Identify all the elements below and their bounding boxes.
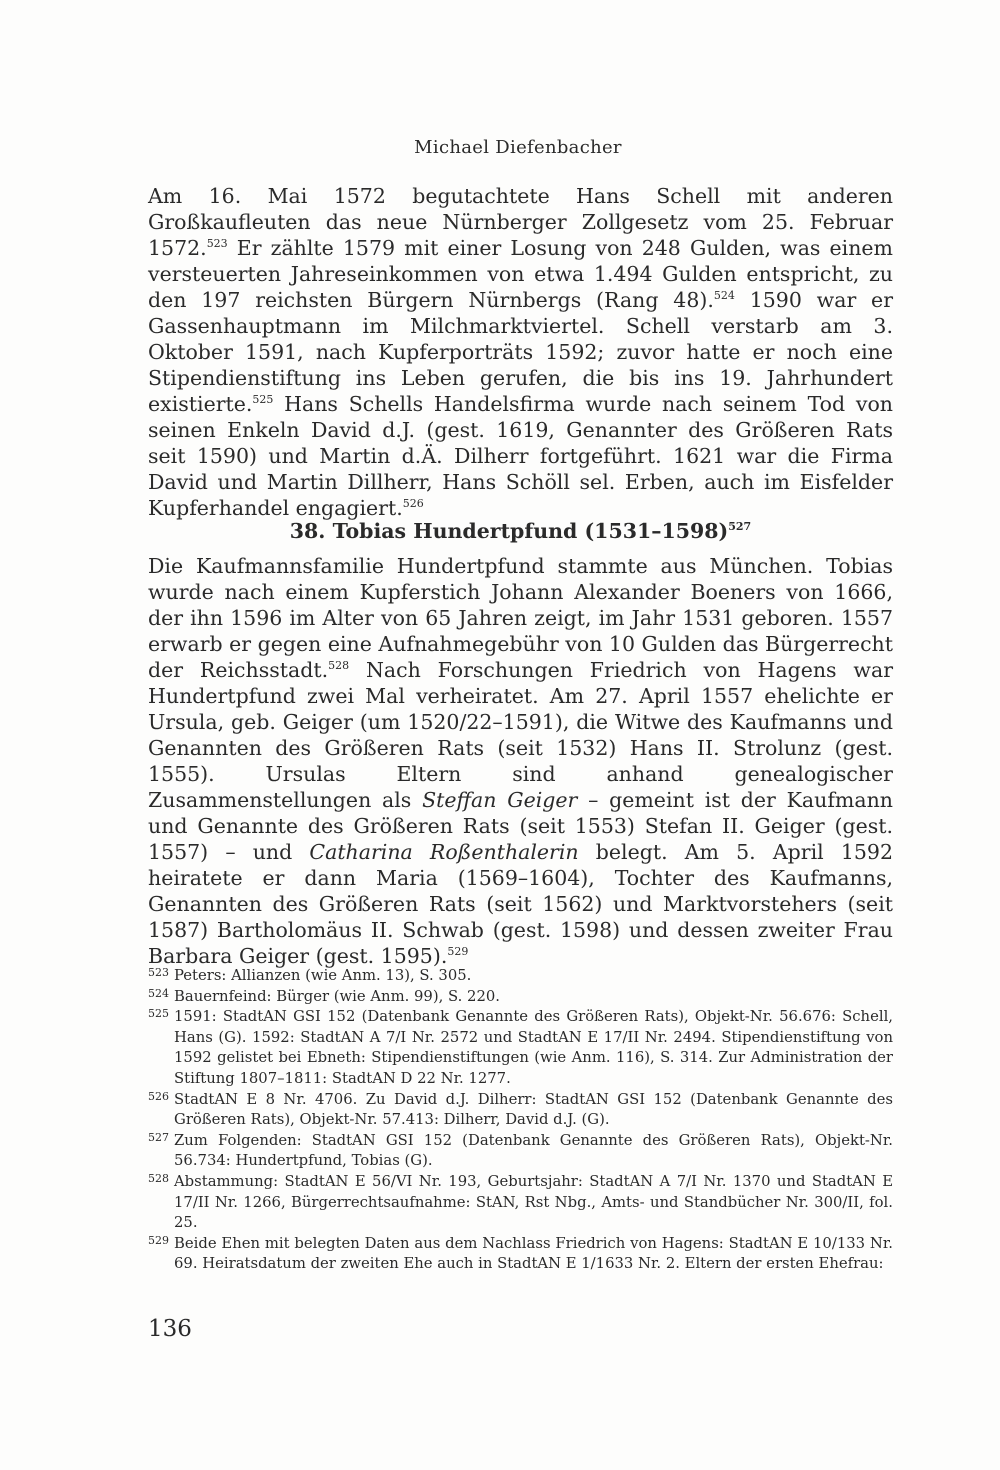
footnote-text: StadtAN E 8 Nr. 4706. Zu David d.J. Dilherr: StadtAN GSI 152 (Datenbank Genannte des Größeren Rats), Objekt-Nr. 57.413: Dilherr, David d.J. (G). <box>174 1090 893 1129</box>
footnote-ref[interactable]: 523 <box>206 237 228 251</box>
footnote-text: Abstammung: StadtAN E 56/VI Nr. 193, Geburtsjahr: StadtAN A 7/I Nr. 1370 und StadtAN E 17/II Nr. 1266, Bürgerrechtsaufnahme: StAN, Rst Nbg., Amts- und Standbücher Nr. 300/II, fol. 25. <box>174 1172 893 1232</box>
footnote <box>148 1007 893 1089</box>
text-run: 1590 war er Gassenhauptmann im Milchmarktviertel. Schell verstarb am 3. Oktober 1591, nach Kupferporträts 1592; zuvor hatte er noch eine Stipendienstiftung ins Leben gerufen, die bis ins 19. Jahrhundert existierte. <box>148 288 893 416</box>
footnote-ref[interactable]: 528 <box>328 659 350 673</box>
footnote-number: 529 <box>148 1233 169 1247</box>
footnote-number: 526 <box>148 1089 169 1103</box>
footnote <box>148 1131 893 1172</box>
paragraph-hundertpfund <box>148 553 893 969</box>
footnote-text: Beide Ehen mit belegten Daten aus dem Nachlass Friedrich von Hagens: StadtAN E 10/133 Nr. 69. Heiratsdatum der zweiten Ehe auch in StadtAN E 1/1633 Nr. 2. Eltern der ersten Ehefrau: <box>174 1234 893 1273</box>
italic-name: Catharina Roßenthalerin <box>309 840 579 864</box>
italic-name: Steffan Geiger <box>422 788 578 812</box>
footnote-ref[interactable]: 524 <box>713 289 735 303</box>
footnote-ref[interactable]: 527 <box>728 520 752 534</box>
page-number: 136 <box>148 1316 192 1342</box>
text-run: Nach Forschungen Friedrich von Hagens war Hundertpfund zwei Mal verheiratet. Am 27. April 1557 ehelichte er Ursula, geb. Geiger (um 1520/22–1591), die Witwe des Kaufmanns und Genannten des Größeren Rats (seit 1532) Hans II. Strolunz (gest. 1555). Ursulas Eltern sind anhand genealogischer Zusammenstellungen als <box>148 658 893 812</box>
footnote <box>148 987 893 1008</box>
heading-text: 38. Tobias Hundertpfund (1531–1598) <box>289 519 729 543</box>
paragraph-schell <box>148 183 893 521</box>
footnote <box>148 1172 893 1234</box>
footnote-ref[interactable]: 529 <box>447 945 469 959</box>
footnote-number: 523 <box>148 966 169 979</box>
footnote-text: Zum Folgenden: StadtAN GSI 152 (Datenbank Genannte des Größeren Rats), Objekt-Nr. 56.734: Hundertpfund, Tobias (G). <box>174 1131 893 1170</box>
footnote <box>148 966 893 987</box>
text-run: – gemeint ist der Kaufmann und Genannte des Größeren Rats (seit 1553) Stefan II. Geiger (gest. 1557) – und <box>148 788 893 864</box>
running-header: Michael Diefenbacher <box>414 137 622 158</box>
footnote <box>148 1090 893 1131</box>
footnote-number: 524 <box>148 986 169 1000</box>
footnote-number: 527 <box>148 1130 169 1144</box>
text-run: Am 16. Mai 1572 begutachtete Hans Schell mit anderen Großkaufleuten das neue Nürnberger Zollgesetz vom 25. Februar 1572. <box>148 184 893 260</box>
section-heading <box>148 519 893 543</box>
text-run: belegt. Am 5. April 1592 heiratete er dann Maria (1569–1604), Tochter des Kaufmanns, Genannten des Größeren Rats (seit 1562) und Marktvorstehers (seit 1587) Bartholomäus II. Schwab (gest. 1598) und dessen zweiter Frau Barbara Geiger (gest. 1595). <box>148 840 893 968</box>
footnote-number: 525 <box>148 1007 169 1021</box>
footnote-ref[interactable]: 526 <box>402 497 424 511</box>
footnote-ref[interactable]: 525 <box>252 393 274 407</box>
footnote <box>148 1234 893 1275</box>
footnote-number: 528 <box>148 1171 169 1185</box>
footnote-text: Bauernfeind: Bürger (wie Anm. 99), S. 220. <box>174 987 500 1005</box>
text-run: Hans Schells Handelsfirma wurde nach seinem Tod von seinen Enkeln David d.J. (gest. 1619, Genannter des Größeren Rats seit 1590) und Martin d.Ä. Dilherr fortgeführt. 1621 war die Firma David und Martin Dillherr, Hans Schöll sel. Erben, auch im Eisfelder Kupferhandel engagiert. <box>148 392 893 520</box>
footnote-text: Peters: Allianzen (wie Anm. 13), S. 305. <box>174 967 472 984</box>
text-run: Die Kaufmannsfamilie Hundertpfund stammte aus München. Tobias wurde nach einem Kupferstich Johann Alexander Boeners von 1666, der ihn 1596 im Alter von 65 Jahren zeigt, im Jahr 1531 geboren. 1557 erwarb er gegen eine Aufnahmegebühr von 10 Gulden das Bürgerrecht der Reichsstadt. <box>148 554 893 682</box>
text-run: Er zählte 1579 mit einer Losung von 248 Gulden, was einem versteuerten Jahreseinkommen von etwa 1.494 Gulden entspricht, zu den 197 reichsten Bürgern Nürnbergs (Rang 48). <box>148 236 893 312</box>
footnotes <box>148 966 893 1275</box>
footnote-text: 1591: StadtAN GSI 152 (Datenbank Genannte des Größeren Rats), Objekt-Nr. 56.676: Schell, Hans (G). 1592: StadtAN A 7/I Nr. 2572 und StadtAN E 17/II Nr. 2494. Stipendienstiftung von 1592 gelistet bei Ebneth: Stipendienstiftungen (wie Anm. 116), S. 314. Zur Administration der Stiftung 1807–1811: StadtAN D 22 Nr. 1277. <box>174 1008 893 1087</box>
